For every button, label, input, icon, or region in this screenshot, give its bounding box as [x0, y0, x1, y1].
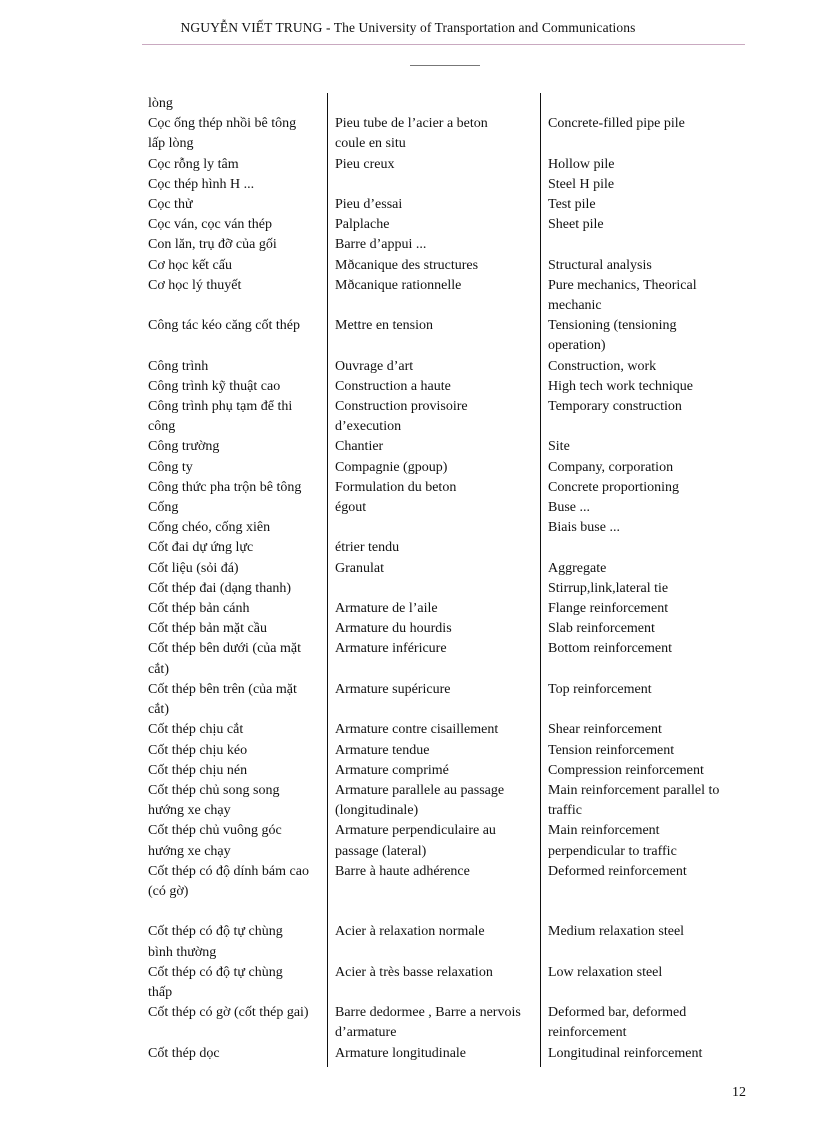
- page-number: 12: [732, 1085, 746, 1100]
- glossary-row: [148, 235, 748, 255]
- vietnamese-term: Cọc thép hình H ...: [148, 176, 255, 192]
- vietnamese-term: Cọc ống thép nhồi bê tông lấp lòng: [148, 116, 297, 152]
- glossary-row: [148, 559, 748, 579]
- french-term: Pieu tube de l’acier a beton coule en situ: [335, 116, 488, 152]
- french-term: Armature longitudinale: [335, 1045, 467, 1061]
- glossary-row: [148, 256, 748, 276]
- vietnamese-term: Cốt thép dọc: [148, 1045, 220, 1061]
- french-term: Armature parallele au passage (longitudinale): [335, 782, 505, 819]
- vietnamese-term: Cốt thép có độ tự chùng bình thường: [148, 924, 283, 960]
- english-term: Longitudinal reinforcement: [548, 1045, 703, 1061]
- vietnamese-term: Cống chéo, cống xiên: [148, 520, 271, 536]
- vietnamese-term: Cốt thép bản cánh: [148, 601, 250, 617]
- glossary-table: [148, 94, 748, 1064]
- glossary-row: [148, 94, 748, 114]
- vietnamese-term: Công tác kéo căng cốt thép: [148, 318, 301, 334]
- english-term: Tensioning (tensioning operation): [548, 318, 677, 354]
- english-term: Site: [548, 439, 570, 455]
- glossary-row: [148, 781, 748, 821]
- french-term: Mettre en tension: [335, 318, 433, 334]
- english-term: Compression reinforcement: [548, 762, 704, 778]
- french-term: Armature du hourdis: [335, 621, 452, 637]
- glossary-row: [148, 276, 748, 316]
- english-term: Temporary construction: [548, 399, 682, 415]
- glossary-row: [148, 821, 748, 861]
- header-short-rule: [410, 65, 480, 66]
- french-term: Construction provisoire d’execution: [335, 399, 468, 435]
- french-term: Compagnie (gpoup): [335, 459, 448, 475]
- english-term: Structural analysis: [548, 257, 652, 273]
- vietnamese-term: Cơ học lý thuyết: [148, 277, 242, 293]
- vietnamese-term: Cốt thép có độ tự chùng thấp: [148, 964, 283, 1000]
- french-term: Armature tendue: [335, 742, 430, 758]
- glossary-row: [148, 761, 748, 781]
- running-header: NGUYỄN VIẾT TRUNG - The University of Transportation and Communications: [180, 20, 636, 35]
- glossary-row: [148, 397, 748, 437]
- french-term: Pieu d’essai: [335, 197, 403, 213]
- glossary-row: [148, 114, 748, 154]
- vietnamese-term: Công trình phụ tạm để thi công: [148, 399, 293, 435]
- english-term: Main reinforcement parallel to traffic: [548, 782, 720, 819]
- english-term: Deformed reinforcement: [548, 863, 687, 879]
- glossary-row: [148, 518, 748, 538]
- english-term: High tech work technique: [548, 378, 694, 394]
- french-term: [335, 94, 548, 114]
- english-term: Stirrup,link,lateral tie: [548, 580, 669, 596]
- glossary-row: [148, 741, 748, 761]
- french-term: Construction a haute: [335, 378, 451, 394]
- glossary-row: [148, 579, 748, 599]
- vietnamese-term: Cọc ván, cọc ván thép: [148, 217, 273, 233]
- french-term: Armature comprimé: [335, 762, 449, 778]
- french-term: Acier à très basse relaxation: [335, 964, 493, 980]
- french-term: Armature inféricure: [335, 641, 447, 657]
- french-term: Palplache: [335, 217, 390, 233]
- english-term: Biais buse ...: [548, 520, 620, 536]
- glossary-row: [148, 680, 748, 720]
- french-term: Acier à relaxation normale: [335, 924, 485, 940]
- vietnamese-term: Cốt thép chủ song song hướng xe chạy: [148, 782, 280, 819]
- english-term: Construction, work: [548, 358, 657, 374]
- vietnamese-term: Cốt thép bản mặt cầu: [148, 621, 267, 637]
- vietnamese-term: Con lăn, trụ đỡ của gối: [148, 237, 277, 253]
- glossary-row: [148, 316, 748, 356]
- french-term: [335, 518, 548, 538]
- glossary-row: [148, 377, 748, 397]
- vietnamese-term: lòng: [148, 96, 173, 111]
- french-term: Mðcanique des structures: [335, 257, 479, 273]
- french-term: [335, 175, 548, 195]
- glossary-row: [148, 478, 748, 498]
- glossary-row: [148, 862, 748, 902]
- french-term: Barre d’appui ...: [335, 237, 427, 253]
- vietnamese-term: Cốt thép bên dưới (của mặt cắt): [148, 641, 302, 677]
- glossary-row: [148, 215, 748, 235]
- french-term: Mðcanique rationnelle: [335, 277, 462, 293]
- english-term: Main reinforcement perpendicular to traffic: [548, 823, 677, 859]
- vietnamese-term: Cống: [148, 500, 179, 516]
- glossary-row: [148, 1044, 748, 1064]
- vietnamese-term: Cốt thép chịu kéo: [148, 742, 248, 758]
- glossary-row: [148, 498, 748, 518]
- french-term: Armature perpendiculaire au passage (lateral): [335, 823, 496, 859]
- english-term: [548, 94, 748, 114]
- english-term: Concrete proportioning: [548, 479, 680, 495]
- vietnamese-term: Cốt đai dự ứng lực: [148, 540, 254, 556]
- english-term: Flange reinforcement: [548, 601, 669, 617]
- english-term: Aggregate: [548, 560, 607, 576]
- english-term: Shear reinforcement: [548, 722, 662, 738]
- vietnamese-term: Công trình: [148, 358, 209, 374]
- french-term: Pieu creux: [335, 156, 395, 172]
- vietnamese-term: Công ty: [148, 459, 193, 475]
- english-term: Concrete-filled pipe pile: [548, 116, 685, 132]
- french-term: égout: [335, 500, 367, 516]
- glossary-row: [148, 175, 748, 195]
- english-term: Buse ...: [548, 500, 590, 516]
- glossary-row: [148, 922, 748, 962]
- vietnamese-term: Cốt thép đai (dạng thanh): [148, 580, 292, 596]
- french-term: Chantier: [335, 439, 384, 455]
- glossary-row: [148, 437, 748, 457]
- glossary-row: [148, 720, 748, 740]
- english-term: Pure mechanics, Theorical mechanic: [548, 277, 697, 314]
- vietnamese-term: Cơ học kết cấu: [148, 257, 232, 273]
- french-term: Armature de l’aile: [335, 601, 438, 617]
- vietnamese-term: Cọc thử: [148, 197, 193, 213]
- french-term: [335, 579, 548, 599]
- vietnamese-term: Cốt thép bên trên (của mặt cắt): [148, 681, 297, 718]
- english-term: Hollow pile: [548, 156, 615, 172]
- row-spacer: [148, 902, 748, 922]
- vietnamese-term: Cốt thép chủ vuông góc hướng xe chạy: [148, 823, 282, 859]
- glossary-row: [148, 599, 748, 619]
- english-term: Bottom reinforcement: [548, 641, 673, 657]
- english-term: Sheet pile: [548, 217, 604, 233]
- english-term: Tension reinforcement: [548, 742, 675, 758]
- english-term: Medium relaxation steel: [548, 924, 685, 940]
- vietnamese-term: Cốt thép chịu cắt: [148, 722, 244, 738]
- english-term: Top reinforcement: [548, 681, 652, 697]
- vietnamese-term: Cốt liệu (sỏi đá): [148, 560, 239, 576]
- english-term: Company, corporation: [548, 459, 674, 475]
- vietnamese-term: Cọc rỗng ly tâm: [148, 156, 239, 172]
- glossary-row: [148, 639, 748, 679]
- vietnamese-term: Cốt thép chịu nén: [148, 762, 248, 778]
- french-term: Barre dedormee , Barre a nervois d’armature: [335, 1005, 521, 1041]
- vietnamese-term: Công trình kỹ thuật cao: [148, 378, 281, 394]
- french-term: Formulation du beton: [335, 479, 457, 495]
- french-term: Barre à haute adhérence: [335, 863, 470, 879]
- glossary-row: [148, 963, 748, 1003]
- english-term: [548, 235, 748, 255]
- english-term: Test pile: [548, 197, 596, 213]
- header-rule: [142, 44, 745, 45]
- french-term: Ouvrage d’art: [335, 358, 414, 374]
- vietnamese-term: Cốt thép có gờ (cốt thép gai): [148, 1005, 309, 1021]
- french-term: Armature supéricure: [335, 681, 451, 697]
- english-term: Slab reinforcement: [548, 621, 655, 637]
- glossary-row: [148, 458, 748, 478]
- french-term: Granulat: [335, 560, 384, 576]
- french-term: Armature contre cisaillement: [335, 722, 499, 738]
- vietnamese-term: Cốt thép có độ dính bám cao (có gờ): [148, 863, 309, 899]
- vietnamese-term: Công trường: [148, 439, 220, 455]
- vietnamese-term: Công thức pha trộn bê tông: [148, 479, 302, 495]
- english-term: Low relaxation steel: [548, 964, 663, 980]
- english-term: Steel H pile: [548, 176, 615, 192]
- english-term: Deformed bar, deformed reinforcement: [548, 1005, 687, 1041]
- glossary-row: [148, 1003, 748, 1043]
- glossary-row: [148, 155, 748, 175]
- glossary-row: [148, 195, 748, 215]
- french-term: étrier tendu: [335, 540, 400, 556]
- glossary-row: [148, 538, 748, 558]
- glossary-row: [148, 619, 748, 639]
- glossary-row: [148, 357, 748, 377]
- english-term: [548, 538, 748, 558]
